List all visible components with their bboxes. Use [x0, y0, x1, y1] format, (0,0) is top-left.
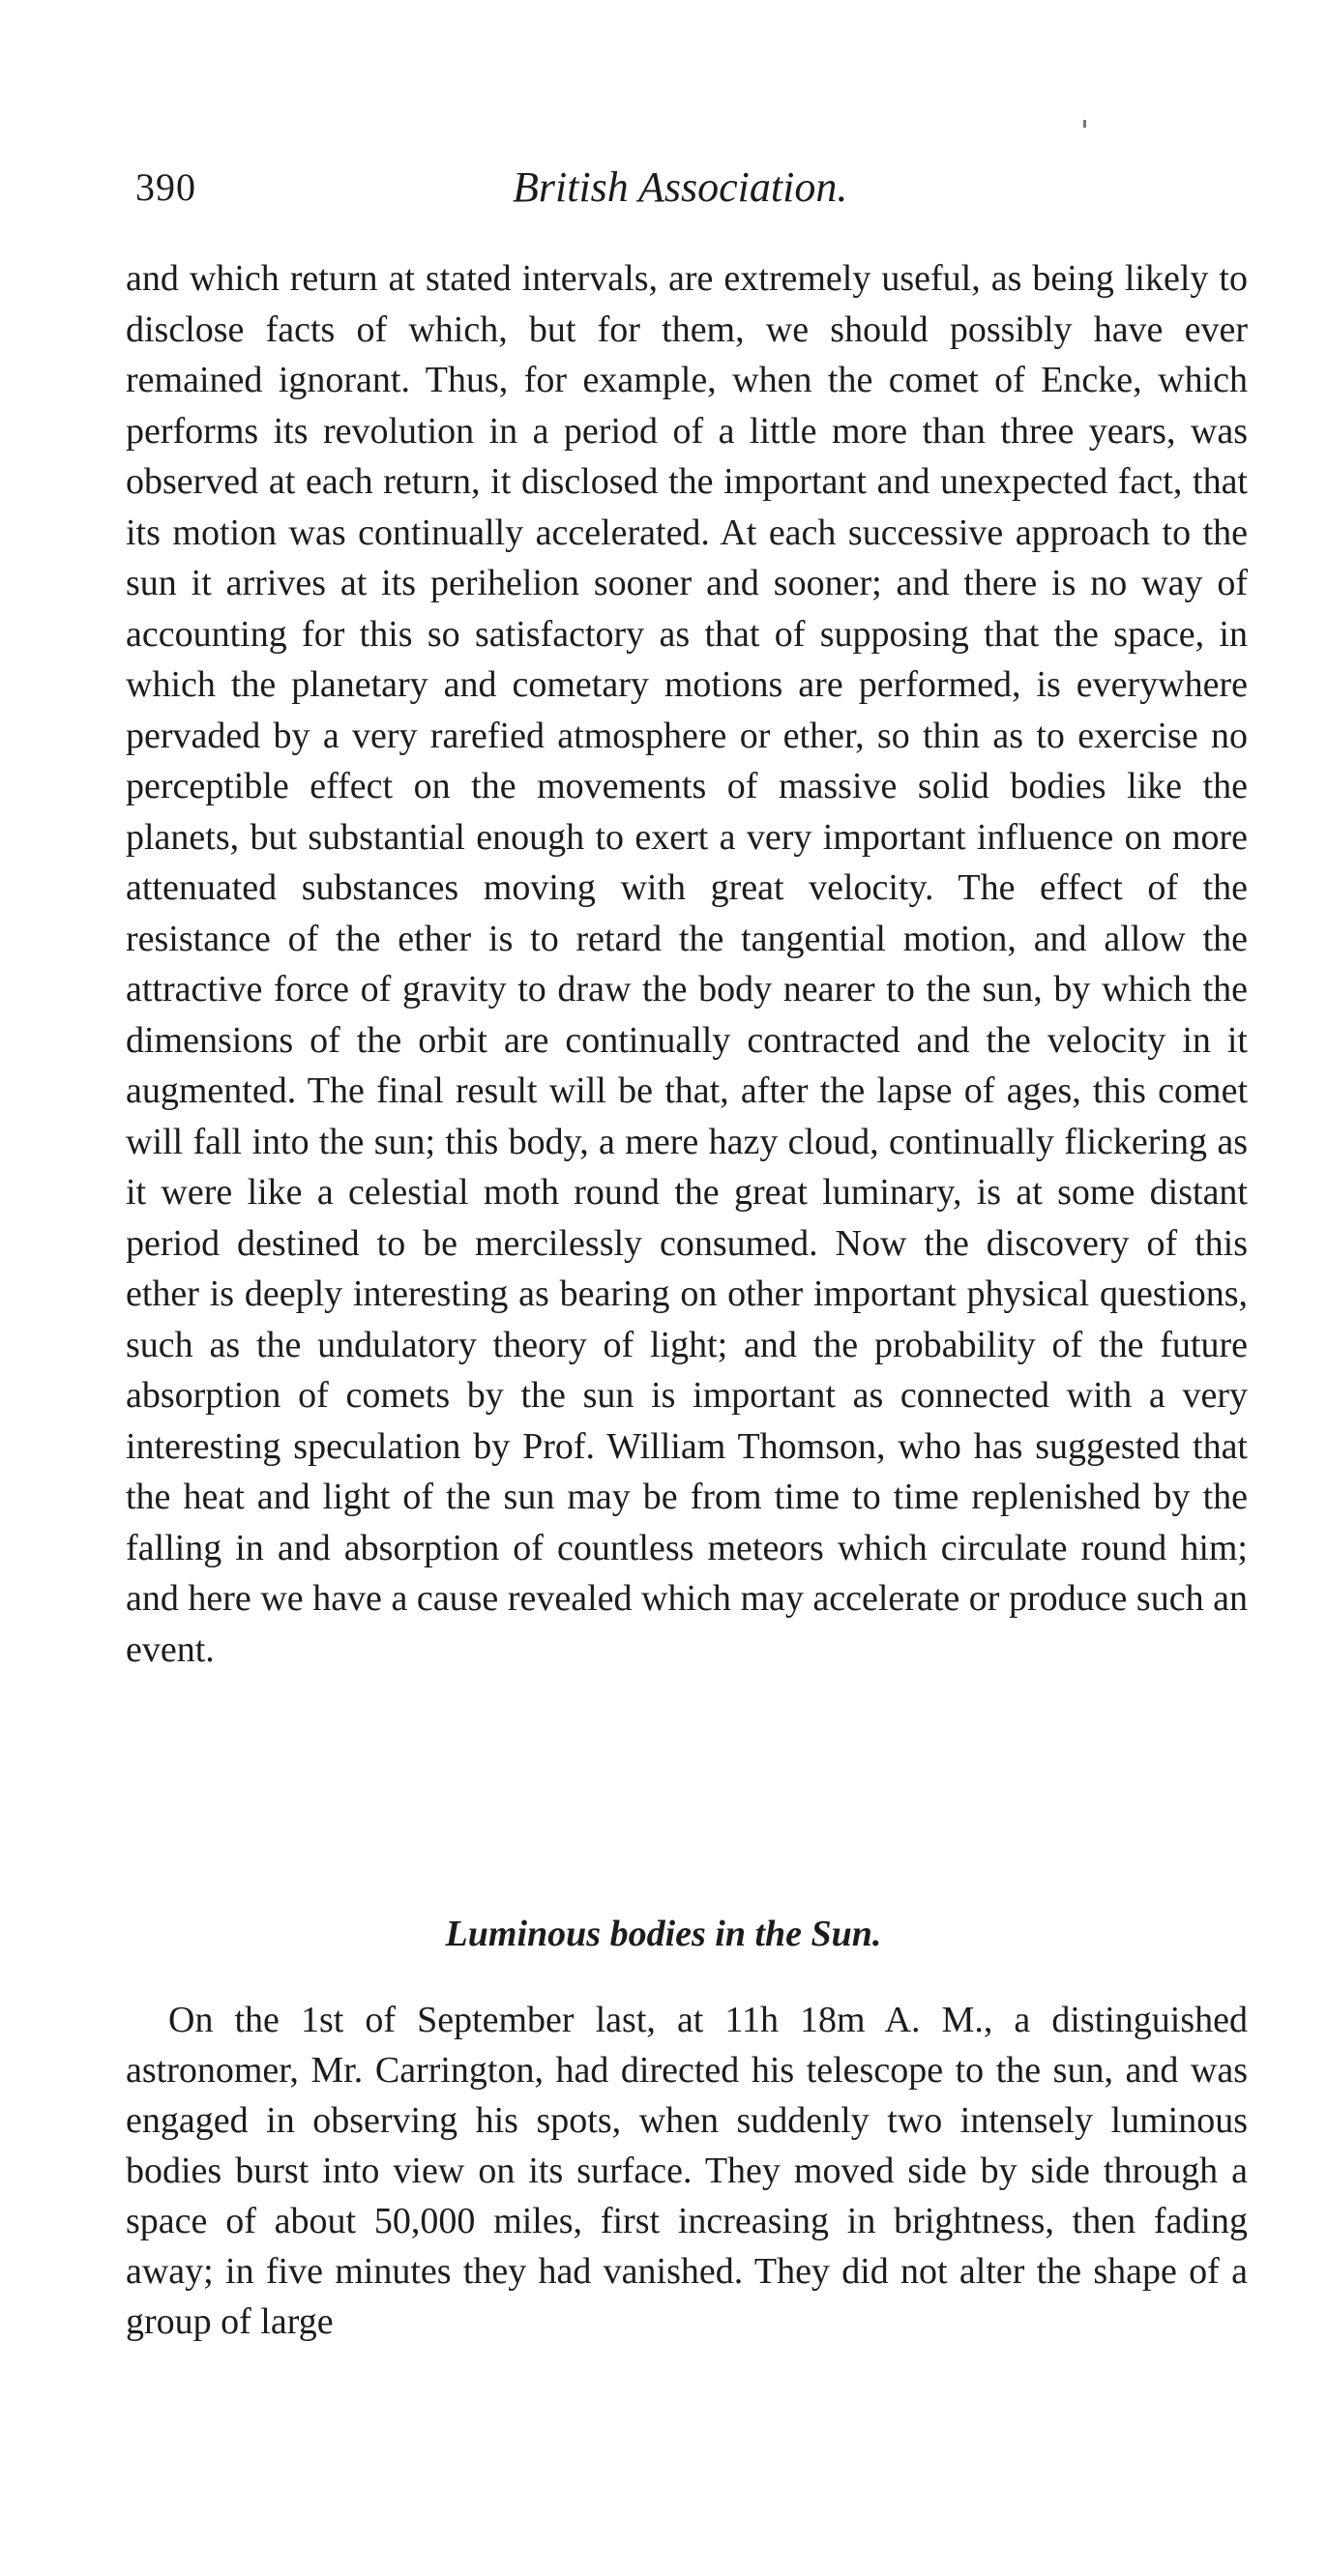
paragraph-comets-ether: and which return at stated intervals, are extremely useful, as being likely to disclose facts of which, but for them, we should possibly have ever remained ignorant. Thus, for example, when the comet of Encke, which performs its revolution in a period of a little more than three years, was observed at each return, it disclosed the important and unexpected fact, that its motion was continually accelerated. At each successive approach to the sun it arrives at its perihelion sooner and sooner; and there is no way of accounting for this so satisfactory as that of supposing that the space, in which the planetary and cometary motions are performed, is everywhere pervaded by a very rarefied atmosphere or ether, so thin as to exercise no perceptible effect on the movements of massive solid bodies like the planets, but substantial enough to exert a very important influence on more attenuated substances moving with great velocity. The effect of the resistance of the ether is to retard the tangential motion, and allow the attractive force of gravity to draw the body nearer to the sun, by which the dimensions of the orbit are continually contracted and the velocity in it augmented. The final result will be that, after the lapse of ages, this comet will fall into the sun; this body, a mere hazy cloud, continually flickering as it were like a celestial moth round the great luminary, is at some distant period destined to be mercilessly consumed. Now the discovery of this ether is deeply interesting as bearing on other important physical questions, such as the undulatory theory of light; and the probability of the future absorption of comets by the sun is important as connected with a very interesting speculation by Prof. William Thomson, who has suggested that the heat and light of the sun may be from time to time replenished by the falling in and absorption of countless meteors which circulate round him; and here we have a cause revealed which may accelerate or produce such an event. [126, 258, 1248, 1670]
print-speck [1083, 120, 1086, 128]
running-head: British Association. [513, 163, 848, 211]
section-heading: Luminous bodies in the Sun. [445, 1914, 882, 1954]
page-number: 390 [135, 165, 196, 209]
paragraph-luminous-bodies: On the 1st of September last, at 11h 18m A. M., a distinguished astronomer, Mr. Carrington, had directed his telescope to the sun, and was engaged in observing his spots, when suddenly two intensely luminous bodies burst into view on its surface. They moved side by side through a space of about 50,000 miles, first increasing in brightness, then fading away; in five minutes they had vanished. They did not alter the shape of a group of large [126, 2000, 1248, 2342]
